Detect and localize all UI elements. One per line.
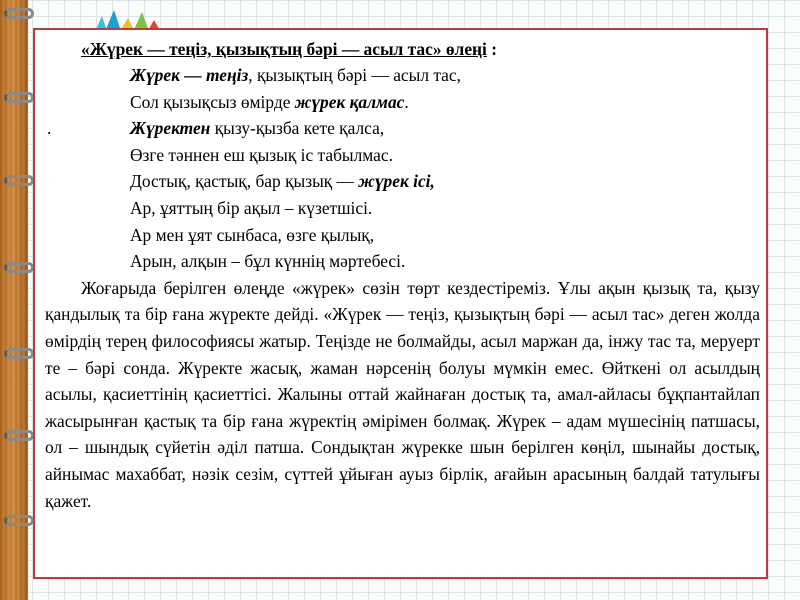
poem-verse — [45, 62, 760, 275]
verse-line — [45, 195, 760, 222]
verse-text: Өзге тәннен еш қызық іс табылмас. — [130, 144, 393, 165]
verse-text: Арын, алқын – бұл күннің мәртебесі. — [130, 251, 406, 272]
verse-text: Ар, ұяттың бір ақыл – күзетшісі. — [130, 197, 373, 218]
verse-line — [45, 142, 760, 169]
poem-title-text: «Жүрек — теңіз, қызықтың бәрі — асыл тас» өлеңі — [81, 39, 487, 59]
binder-ring — [4, 262, 34, 273]
verse-text: , қызықтың бәрі — асыл тас, — [248, 65, 461, 85]
verse-line-marker: . — [47, 118, 52, 139]
verse-line — [45, 248, 760, 275]
binder-ring — [4, 175, 34, 186]
verse-emphasis: жүрек ісі, — [358, 171, 435, 192]
verse-emphasis: Жүректен — [130, 118, 211, 139]
poem-title-colon: : — [486, 39, 498, 59]
content-card — [33, 28, 768, 579]
verse-line — [45, 89, 760, 116]
verse-line — [45, 62, 760, 89]
poem-title — [45, 36, 760, 62]
verse-text: Ар мен ұят сынбаса, өзге қылық, — [130, 224, 375, 245]
verse-line — [45, 168, 760, 195]
verse-text: қызу-қызба кете қалса, — [210, 118, 385, 139]
verse-text: Сол қызықсыз өмірде — [130, 91, 295, 112]
binder-ring — [4, 348, 34, 359]
binder-ring — [4, 515, 34, 526]
verse-line — [45, 115, 760, 142]
commentary-paragraph: Жоғарыда берілген өлеңде «жүрек» сөзін төрт кездестіреміз. Ұлы ақын қызық та, қызу қандылық та бір ғана жүректе дейді. «Жүрек — теңіз, қызықтың бәрі — асыл тас» деген жолда өмірдің терең философиясы жатыр. Теңізде не болмайды, асыл маржан да, інжу тас та, меруерт те – бәрі сонда. Жүректе жасық, жаман нәрсенің болуы мүмкін емес. Өйткені ол асылдың асылы, қасиеттінің қасиеттісі. Жалыны оттай жайнаған достық та, амал-айласы бұқпантайлап жасырынған қастық та бір ғана жүректің әмірімен болмақ. Жүрек – адам мүшесінің патшасы, ол – шындық сүйетін әділ патша. Сондықтан жүрекке шын берілген көңіл, шынайы достық, айнымас махаббат, нәзік сезім, сүттей ұйыған ауыз бірлік, ағайын арасының балдай татулығы қажет. — [45, 277, 760, 511]
binder-ring — [4, 430, 34, 441]
verse-text: . — [404, 91, 409, 112]
binder-ring — [4, 8, 34, 19]
verse-emphasis: жүрек қалмас — [294, 91, 405, 112]
verse-emphasis: Жүрек — теңіз — [130, 65, 249, 85]
verse-text: Достық, қастық, бар қызық — — [130, 171, 359, 192]
binder-ring — [4, 92, 34, 103]
verse-line — [45, 222, 760, 249]
